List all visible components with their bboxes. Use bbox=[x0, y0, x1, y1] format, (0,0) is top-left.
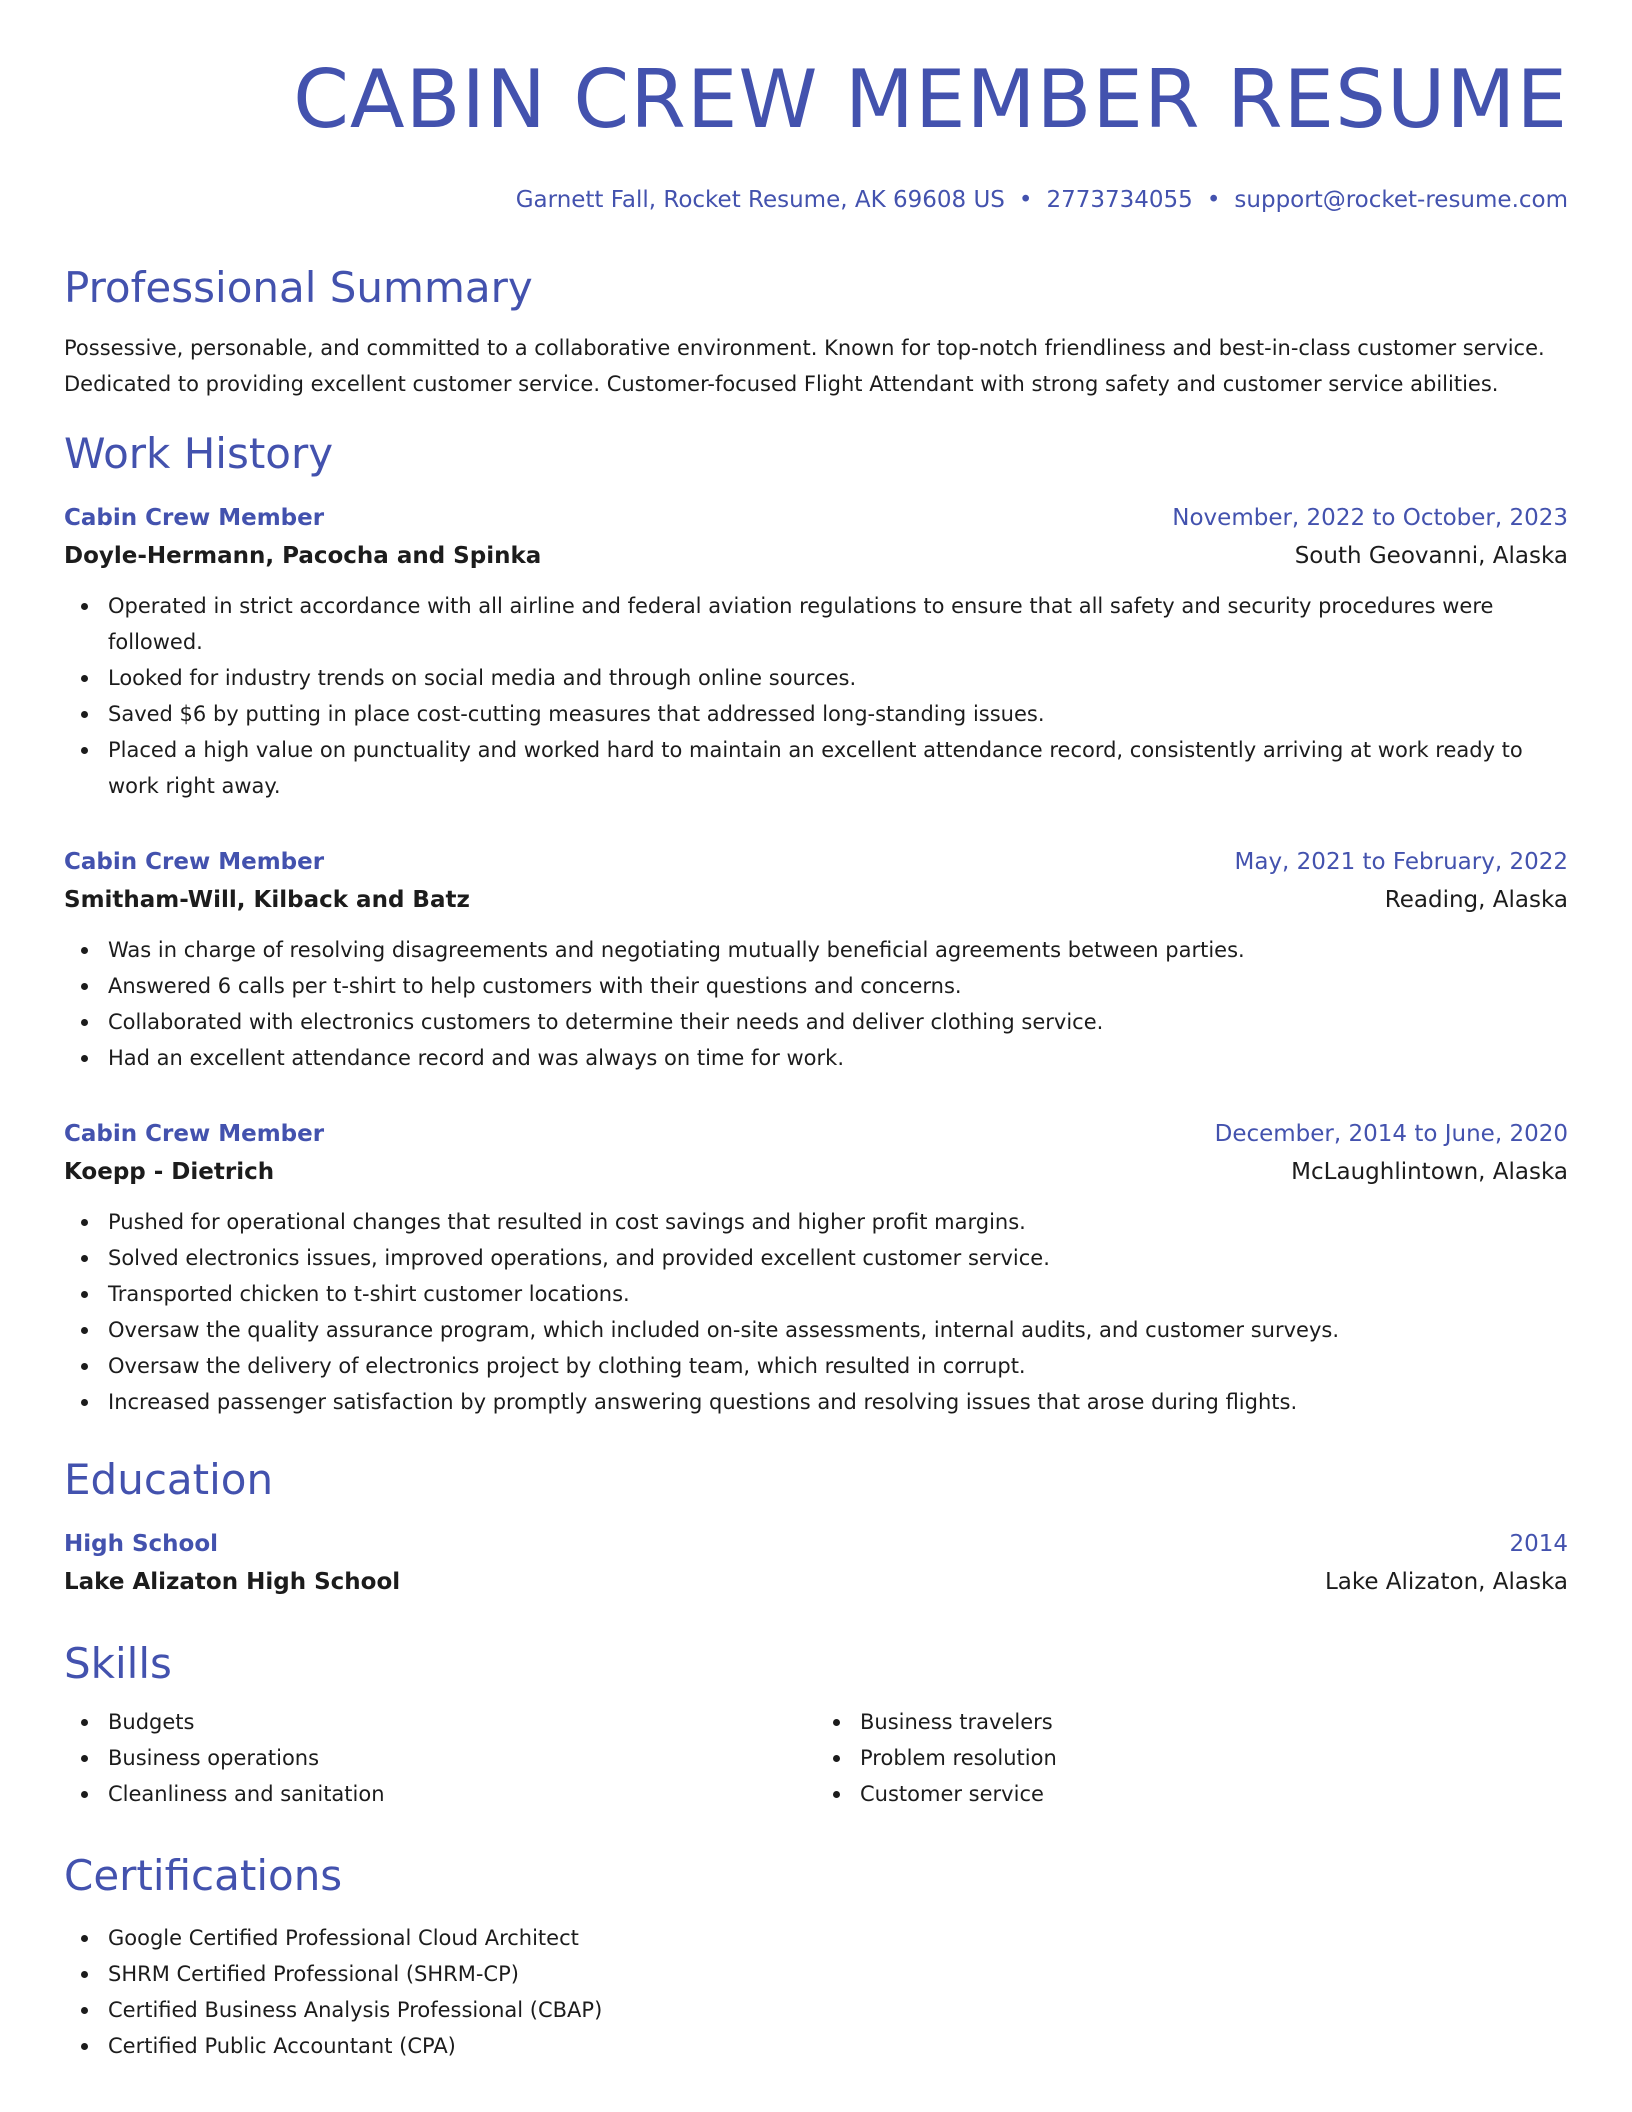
certifications-heading: Certifications bbox=[64, 1851, 343, 1900]
job-bullets bbox=[64, 588, 1568, 804]
summary-text: Possessive, personable, and committed to a collaborative environment. Known for top-notch friendliness and best-in-class customer service. Dedicated to providing excellent customer service. Customer-focused Flight Attendant with strong safety and customer service abilities. bbox=[64, 336, 1545, 396]
job-bullets bbox=[64, 932, 1568, 1076]
job-bullet: Oversaw the delivery of electronics project by clothing team, which resulted in corrupt. bbox=[108, 1348, 1568, 1384]
job-bullet: Placed a high value on punctuality and worked hard to maintain an excellent attendance record, consistently arriving at work ready to work right away. bbox=[108, 732, 1568, 804]
job-bullet: Oversaw the quality assurance program, which included on-site assessments, internal audits, and customer surveys. bbox=[108, 1312, 1568, 1348]
job-role: Cabin Crew Member bbox=[64, 1121, 325, 1147]
education-entry bbox=[64, 1526, 1568, 1602]
job-location: South Geovanni, Alaska bbox=[1294, 543, 1568, 569]
contact-separator: • bbox=[1206, 187, 1221, 213]
education-degree: High School bbox=[64, 1531, 219, 1557]
job-bullet: Increased passenger satisfaction by promptly answering questions and resolving issues that arose during flights. bbox=[108, 1384, 1568, 1420]
job-company: Smitham-Will, Kilback and Batz bbox=[64, 887, 470, 913]
skills-list-left bbox=[64, 1704, 816, 1812]
contact-phone: 2773734055 bbox=[1046, 187, 1193, 213]
job-bullets bbox=[64, 1204, 1568, 1420]
certifications-list bbox=[64, 1920, 1568, 2064]
work-history-heading: Work History bbox=[64, 429, 334, 478]
job-bullet: Was in charge of resolving disagreements and negotiating mutually beneficial agreements between parties. bbox=[108, 932, 1568, 968]
job-bullet: Operated in strict accordance with all airline and federal aviation regulations to ensure that all safety and security procedures were followed. bbox=[108, 588, 1568, 660]
skills-list-right bbox=[816, 1704, 1568, 1812]
skill-item: Budgets bbox=[108, 1704, 816, 1740]
job-dates: December, 2014 to June, 2020 bbox=[1214, 1121, 1568, 1147]
job-location: Reading, Alaska bbox=[1384, 887, 1568, 913]
certification-item: Google Certified Professional Cloud Architect bbox=[108, 1920, 1568, 1956]
job-bullet: Had an excellent attendance record and was always on time for work. bbox=[108, 1040, 1568, 1076]
job-bullet: Transported chicken to t-shirt customer locations. bbox=[108, 1276, 1568, 1312]
job-dates: May, 2021 to February, 2022 bbox=[1234, 849, 1568, 875]
education-location: Lake Alizaton, Alaska bbox=[1324, 1569, 1568, 1595]
job-bullet: Looked for industry trends on social media and through online sources. bbox=[108, 660, 1568, 696]
certification-item: SHRM Certified Professional (SHRM-CP) bbox=[108, 1956, 1568, 1992]
job-entry bbox=[64, 844, 1568, 1076]
skills-heading: Skills bbox=[64, 1639, 172, 1688]
skill-item: Business travelers bbox=[860, 1704, 1568, 1740]
certification-item: Certified Business Analysis Professional (CBAP) bbox=[108, 1992, 1568, 2028]
job-bullet: Answered 6 calls per t-shirt to help customers with their questions and concerns. bbox=[108, 968, 1568, 1004]
job-entry bbox=[64, 1116, 1568, 1420]
job-company: Koepp - Dietrich bbox=[64, 1159, 275, 1185]
skill-item: Business operations bbox=[108, 1740, 816, 1776]
job-role: Cabin Crew Member bbox=[64, 505, 325, 531]
job-bullet: Saved $6 by putting in place cost-cutting measures that addressed long-standing issues. bbox=[108, 696, 1568, 732]
summary-heading: Professional Summary bbox=[64, 263, 533, 312]
skill-item: Customer service bbox=[860, 1776, 1568, 1812]
contact-separator: • bbox=[1018, 187, 1033, 213]
contact-address: Garnett Fall, Rocket Resume, AK 69608 US bbox=[515, 187, 1005, 213]
skill-item: Cleanliness and sanitation bbox=[108, 1776, 816, 1812]
education-year: 2014 bbox=[1509, 1531, 1568, 1557]
job-location: McLaughlintown, Alaska bbox=[1291, 1159, 1568, 1185]
job-company: Doyle-Hermann, Pacocha and Spinka bbox=[64, 543, 542, 569]
job-entry bbox=[64, 500, 1568, 804]
skill-item: Problem resolution bbox=[860, 1740, 1568, 1776]
resume-title: CABIN CREW MEMBER RESUME bbox=[293, 53, 1568, 146]
certification-item: Certified Public Accountant (CPA) bbox=[108, 2028, 1568, 2064]
contact-email: support@rocket-resume.com bbox=[1234, 187, 1568, 213]
job-role: Cabin Crew Member bbox=[64, 849, 325, 875]
contact-line bbox=[64, 184, 1568, 216]
job-bullet: Collaborated with electronics customers to determine their needs and deliver clothing service. bbox=[108, 1004, 1568, 1040]
job-bullet: Pushed for operational changes that resulted in cost savings and higher profit margins. bbox=[108, 1204, 1568, 1240]
skills-columns bbox=[64, 1704, 1568, 1812]
education-heading: Education bbox=[64, 1455, 274, 1504]
job-dates: November, 2022 to October, 2023 bbox=[1172, 505, 1568, 531]
job-bullet: Solved electronics issues, improved operations, and provided excellent customer service. bbox=[108, 1240, 1568, 1276]
education-school: Lake Alizaton High School bbox=[64, 1569, 401, 1595]
